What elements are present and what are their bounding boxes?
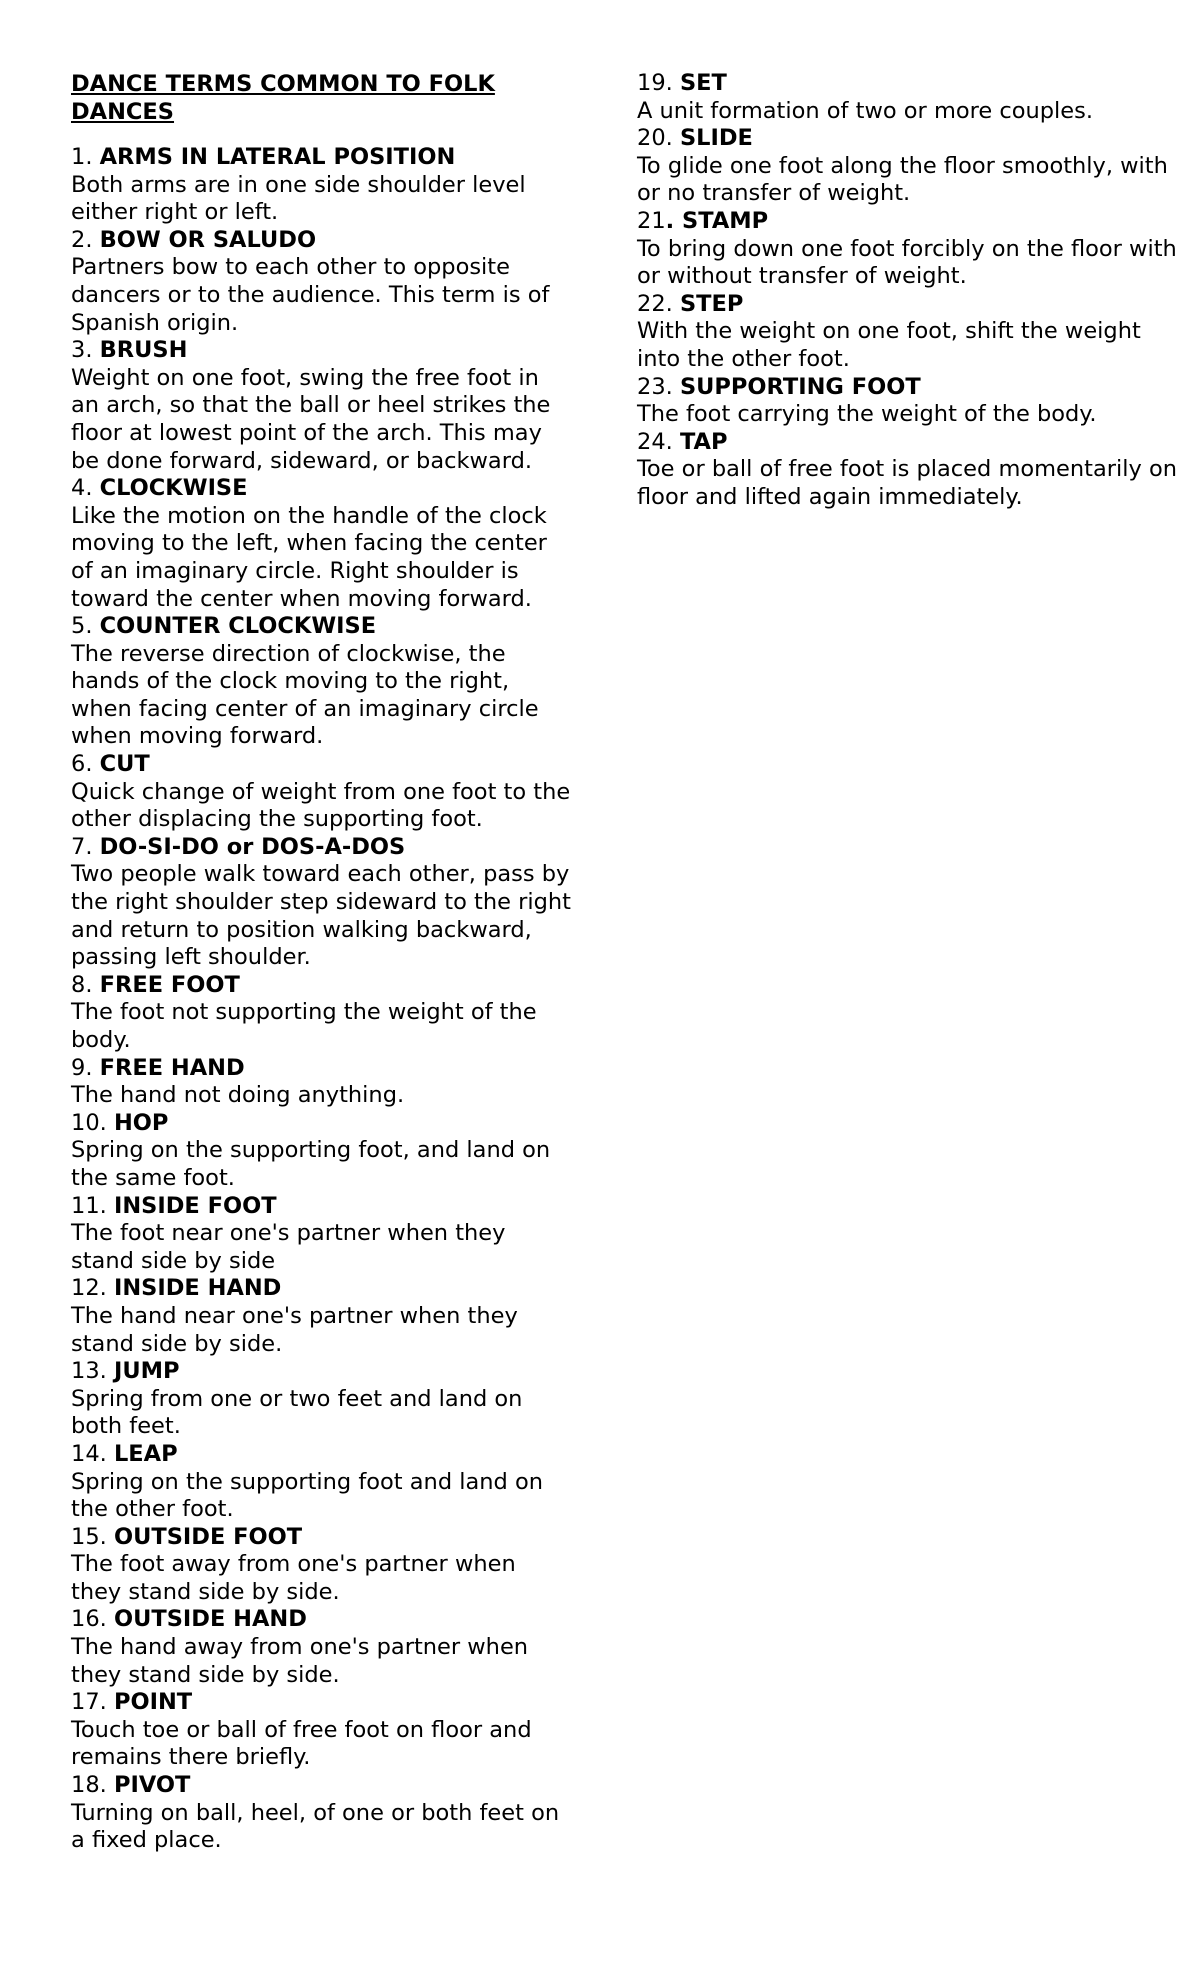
right-column bbox=[637, 70, 1177, 512]
term-entry bbox=[71, 751, 571, 834]
term-number: 3. bbox=[71, 337, 93, 364]
term-entry bbox=[71, 144, 571, 227]
term-number: 20. bbox=[637, 125, 673, 152]
term-number: 15. bbox=[71, 1523, 107, 1550]
term-definition: Touch toe or ball of free foot on floor and remains there briefly. bbox=[71, 1716, 532, 1771]
term-entry bbox=[637, 125, 1177, 208]
term-name: SET bbox=[679, 70, 727, 96]
term-definition: The hand near one's partner when they stand side by side. bbox=[71, 1302, 518, 1357]
term-number: 10. bbox=[71, 1109, 107, 1136]
document-title: DANCE TERMS COMMON TO FOLK DANCES bbox=[71, 71, 495, 125]
term-entry bbox=[71, 613, 571, 751]
term-name: BOW OR SALUDO bbox=[99, 226, 317, 253]
term-name: COUNTER CLOCKWISE bbox=[99, 613, 377, 640]
term-number: 7. bbox=[71, 833, 93, 860]
term-entry bbox=[71, 1441, 571, 1524]
term-number: 22. bbox=[637, 290, 673, 317]
term-definition: The reverse direction of clockwise, the hands of the clock moving to the right, when facing center of an imaginary circle when moving forward. bbox=[71, 640, 539, 750]
left-column bbox=[71, 70, 571, 1855]
term-name: OUTSIDE FOOT bbox=[113, 1523, 303, 1550]
term-definition: To bring down one foot forcibly on the floor with or without transfer of weight. bbox=[637, 235, 1177, 290]
term-number: 5. bbox=[71, 613, 93, 640]
term-definition: The hand not doing anything. bbox=[71, 1082, 405, 1109]
term-definition: Weight on one foot, swing the free foot in an arch, so that the ball or heel strikes the floor at lowest point of the arch. This may be done forward, sideward, or backward. bbox=[71, 364, 551, 474]
term-number: 13. bbox=[71, 1358, 107, 1385]
term-number: 17. bbox=[71, 1689, 107, 1716]
term-number: 19. bbox=[637, 70, 673, 96]
term-name: SUPPORTING FOOT bbox=[679, 373, 921, 400]
term-definition: Two people walk toward each other, pass by the right shoulder step sideward to the right and return to position walking backward, passing left shoulder. bbox=[71, 861, 571, 971]
term-name: OUTSIDE HAND bbox=[113, 1606, 307, 1633]
term-name: ARMS IN LATERAL POSITION bbox=[99, 144, 456, 170]
term-name: BRUSH bbox=[99, 337, 188, 364]
term-definition: Quick change of weight from one foot to the other displacing the supporting foot. bbox=[71, 778, 571, 833]
term-name: JUMP bbox=[113, 1358, 180, 1385]
term-definition: The foot not supporting the weight of the body. bbox=[71, 999, 537, 1053]
term-name: POINT bbox=[113, 1689, 193, 1716]
term-entry bbox=[71, 475, 571, 613]
term-definition: Like the motion on the handle of the clock moving to the left, when facing the center of an imaginary circle. Right shoulder is toward the center when moving forward. bbox=[71, 502, 547, 612]
term-name: LEAP bbox=[113, 1440, 178, 1467]
term-definition: The foot away from one's partner when they stand side by side. bbox=[71, 1551, 516, 1605]
term-entry bbox=[71, 1606, 571, 1689]
term-number: 24. bbox=[637, 428, 673, 455]
term-entry bbox=[71, 1358, 571, 1441]
term-number: 11. bbox=[71, 1192, 107, 1219]
term-entry bbox=[71, 972, 571, 1055]
term-definition: Spring from one or two feet and land on both feet. bbox=[71, 1385, 523, 1440]
term-name: CLOCKWISE bbox=[99, 475, 248, 502]
term-name: CUT bbox=[99, 751, 150, 778]
term-number: 8. bbox=[71, 971, 93, 998]
term-name: PIVOT bbox=[113, 1772, 191, 1799]
term-number: 2. bbox=[71, 226, 93, 253]
term-entry bbox=[71, 1193, 571, 1276]
term-name: . STAMP bbox=[665, 207, 769, 234]
term-number: 18. bbox=[71, 1772, 107, 1799]
term-definition: A unit formation of two or more couples. bbox=[637, 97, 1094, 124]
term-definition: Partners bow to each other to opposite dancers or to the audience. This term is of Spanish origin. bbox=[71, 254, 550, 336]
term-name: SLIDE bbox=[679, 125, 753, 152]
term-entry bbox=[71, 1689, 571, 1772]
term-number: 14. bbox=[71, 1440, 107, 1467]
term-definition: The foot carrying the weight of the body. bbox=[637, 401, 1097, 428]
left-term-list bbox=[71, 144, 571, 1855]
term-entry bbox=[71, 834, 571, 972]
term-entry bbox=[71, 1110, 571, 1193]
term-definition: To glide one foot along the floor smoothly, with or no transfer of weight. bbox=[637, 152, 1168, 207]
term-entry bbox=[71, 1275, 571, 1358]
term-entry bbox=[71, 337, 571, 475]
term-definition: Spring on the supporting foot and land on the other foot. bbox=[71, 1468, 544, 1523]
term-entry bbox=[637, 374, 1177, 429]
term-name: FREE HAND bbox=[99, 1054, 245, 1081]
term-entry bbox=[71, 1772, 571, 1855]
term-entry bbox=[71, 227, 571, 337]
term-number: 9. bbox=[71, 1054, 93, 1081]
term-entry bbox=[71, 1524, 571, 1607]
term-definition: Turning on ball, heel, of one or both feet on a fixed place. bbox=[71, 1799, 560, 1854]
term-entry bbox=[637, 291, 1177, 374]
term-definition: The hand away from one's partner when they stand side by side. bbox=[71, 1634, 529, 1688]
term-number: 4. bbox=[71, 475, 93, 502]
term-name: INSIDE FOOT bbox=[113, 1192, 277, 1219]
term-entry bbox=[71, 1055, 571, 1110]
term-entry bbox=[637, 70, 1177, 125]
term-number: 1. bbox=[71, 144, 93, 170]
term-definition: Toe or ball of free foot is placed momentarily on floor and lifted again immediately. bbox=[637, 456, 1178, 510]
term-number: 6. bbox=[71, 751, 93, 778]
term-entry bbox=[637, 429, 1177, 512]
term-name: FREE FOOT bbox=[99, 971, 240, 998]
term-number: 16. bbox=[71, 1606, 107, 1633]
term-number: 23. bbox=[637, 373, 673, 400]
term-definition: Spring on the supporting foot, and land on the same foot. bbox=[71, 1137, 551, 1191]
term-number: 12. bbox=[71, 1275, 107, 1302]
term-definition: Both arms are in one side shoulder level either right or left. bbox=[71, 171, 526, 226]
term-name: HOP bbox=[113, 1109, 169, 1136]
term-entry bbox=[637, 208, 1177, 291]
right-term-list bbox=[637, 70, 1177, 512]
term-definition: The foot near one's partner when they stand side by side bbox=[71, 1220, 506, 1274]
term-name: INSIDE HAND bbox=[113, 1275, 282, 1302]
term-definition: With the weight on one foot, shift the weight into the other foot. bbox=[637, 318, 1141, 372]
term-name: DO-SI-DO or DOS-A-DOS bbox=[99, 833, 406, 860]
term-name: STEP bbox=[679, 290, 744, 317]
term-name: TAP bbox=[679, 428, 728, 455]
term-number: 21 bbox=[637, 207, 666, 234]
